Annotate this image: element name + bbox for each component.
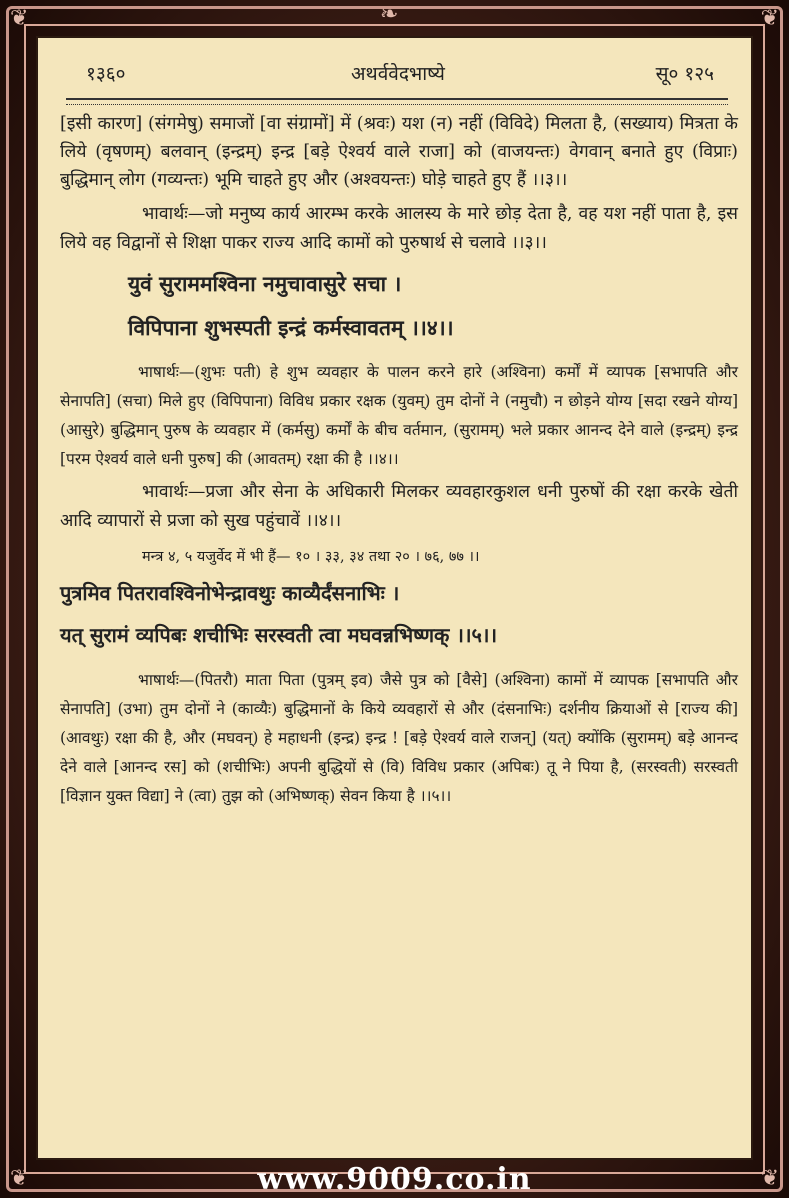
sukta-number: सू० १२५ (655, 63, 714, 85)
corner-ornament-icon: ❦ (10, 6, 29, 31)
page-sheet (36, 36, 753, 1160)
top-ornament-icon: ❧ (380, 2, 399, 27)
verse-4-line-1: युवं सुराममश्विना नमुचावासुरे सचा । (128, 272, 402, 296)
header-divider (66, 98, 728, 105)
commentary-para-3: [इसी कारण] (संगमेषु) समाजों [वा संग्रामों] में (श्रवः) यश (न) नहीं (विविदे) मिलता है, (सख्याय) मित्रता के लिये (वृषणम्) बलवान् (इन्द्रम्) इन्द्र [बड़े ऐश्वर्य वाले राजा] को (वाजयन्तः) वेगवान् बनाते हुए (विप्राः) बुद्धिमान् लोग (गव्यन्तः) भूमि चाहते हुए और (अश्वयन्तः) घोड़े चाहते हुए हैं ।।३।। (60, 114, 738, 190)
corner-ornament-icon: ❦ (760, 6, 779, 31)
page-header (68, 52, 728, 86)
page-content (60, 110, 738, 811)
corner-ornament-icon: ❦ (10, 1166, 29, 1191)
bhavartha-para-4: भावार्थः—प्रजा और सेना के अधिकारी मिलकर व्यवहारकुशल धनी पुरुषों की रक्षा करके खेती आदि व्यापारों से प्रजा को सुख पहुंचावें ।।४।। (60, 482, 738, 531)
bhasharth-para-4: भाषार्थः—(शुभः पती) हे शुभ व्यवहार के पालन करने हारे (अश्विना) कर्मों में व्यापक [सभापति और सेनापति] (सचा) मिले हुए (विपिपाना) विविध प्रकार रक्षक (युवम्) तुम दोनों ने (नमुचौ) न छोड़ने योग्य [सदा रखने योग्य] (आसुरे) बुद्धिमान् पुरुष के व्यवहार में (कर्मसु) कर्मों के बीच वर्तमान, (सुरामम्) भले प्रकार आनन्द देने वाले (इन्द्रम्) इन्द्र [परम ऐश्वर्य वाले धनी पुरुष] की (आवतम्) रक्षा की है ।।४।। (60, 363, 738, 468)
website-footer: www.9009.co.in (257, 1162, 532, 1197)
verse-5-line-1: पुत्रमिव पितरावश्विनोभेन्द्रावथुः काव्यैर्दंसनाभिः । (60, 581, 400, 605)
book-title: अथर्ववेदभाष्ये (351, 63, 445, 85)
mantra-reference: मन्त्र ४, ५ यजुर्वेद में भी हैं— १० । ३३, ३४ तथा २० । ७६, ७७ ।। (142, 549, 480, 565)
verse-4-line-2: विपिपाना शुभस्पती इन्द्रं कर्मस्वावतम् ।।४।। (128, 316, 454, 340)
bhavartha-para-3: भावार्थः—जो मनुष्य कार्य आरम्भ करके आलस्य के मारे छोड़ देता है, वह यश नहीं पाता है, इस लिये वह विद्वानों से शिक्षा पाकर राज्य आदि कामों को पुरुषार्थ से चलावे ।।३।। (60, 204, 738, 253)
page-number: १३६० (86, 63, 126, 85)
verse-5-line-2: यत् सुरामं व्यपिबः शचीभिः सरस्वती त्वा मघवन्नभिष्णक् ।।५।। (60, 623, 498, 647)
bhasharth-para-5: भाषार्थः—(पितरौ) माता पिता (पुत्रम् इव) जैसे पुत्र को [वैसे] (अश्विना) कामों में व्यापक [सभापति और सेनापति] (उभा) तुम दोनों ने (काव्यैः) बुद्धिमानों के किये व्यवहारों से और (दंसनाभिः) दर्शनीय क्रियाओं से [राज्य की] (आवथुः) रक्षा की है, और (मघवन्) हे महाधनी (इन्द्र) इन्द्र ! [बड़े ऐश्वर्य वाले राजन्] (यत्) क्योंकि (सुरामम्) बड़े आनन्द देने वाले [आनन्द रस] को (शचीभिः) अपनी बुद्धियों से (वि) विविध प्रकार (अपिबः) तू ने पिया है, (सरस्वती) सरस्वती [विज्ञान युक्त विद्या] ने (त्वा) तुझ को (अभिष्णक्) सेवन किया है ।।५।। (60, 671, 738, 805)
corner-ornament-icon: ❦ (760, 1166, 779, 1191)
